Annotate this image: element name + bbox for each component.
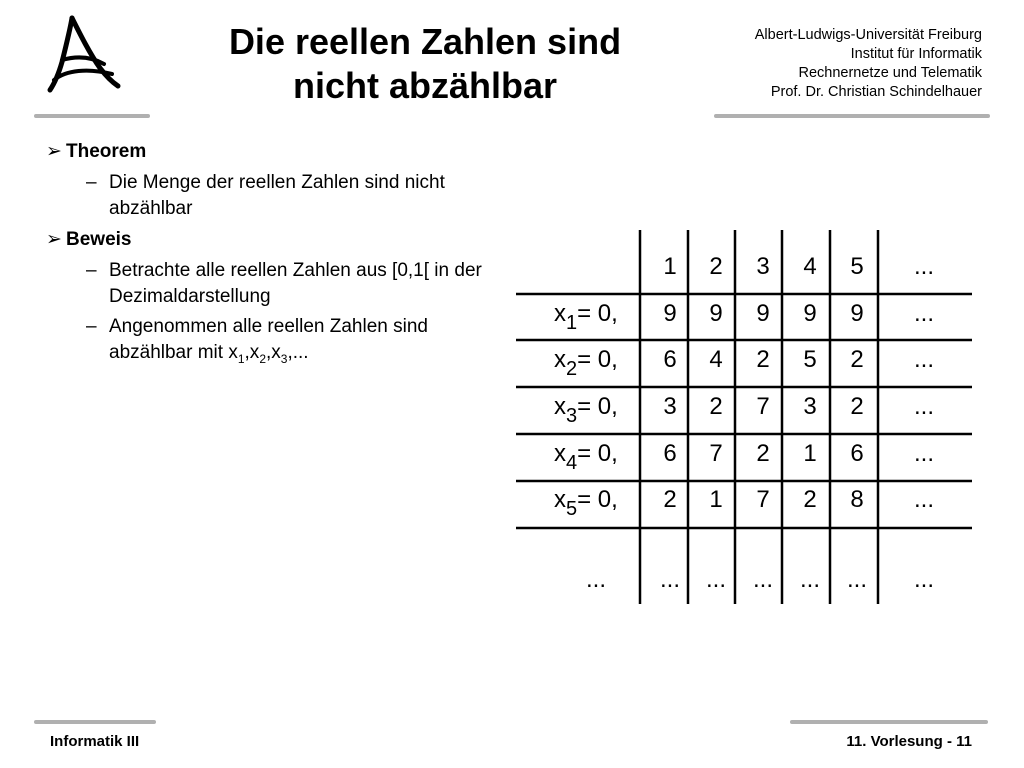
affiliation-professor: Prof. Dr. Christian Schindelhauer [770, 84, 982, 100]
theorem-label: Theorem [66, 141, 147, 162]
theorem-text: Die Menge der reellen Zahlen sind nicht abzählbar [109, 172, 445, 219]
column-header: ... [913, 253, 935, 280]
ellipsis-cell: ... [799, 566, 821, 593]
digit-cell: 9 [850, 300, 864, 327]
column-header: 1 [663, 253, 677, 280]
digit-cell: 7 [709, 440, 723, 467]
proof-item-2-suffix: ,... [287, 342, 309, 363]
row-label: $x_1= 0$, [554, 300, 618, 334]
dash-icon: – [86, 172, 97, 193]
digit-cell: ... [913, 300, 935, 327]
digit-cell: 1 [803, 440, 817, 467]
slide-title-line1: Die reellen Zahlen sind [228, 21, 622, 62]
header-rule-right [714, 114, 990, 118]
bullet-arrow-icon: ➢ [46, 141, 62, 162]
affiliation-institute: Institut für Informatik [850, 46, 982, 62]
column-header: 3 [756, 253, 770, 280]
digit-cell: 2 [709, 393, 723, 420]
footer-rule-left [34, 720, 156, 724]
affiliation-department: Rechnernetze und Telematik [798, 65, 982, 81]
proof-item-2-prefix: Angenommen alle reellen Zahlen sind abzählbar mit x [109, 316, 428, 363]
affiliation-block [755, 26, 982, 102]
proof-item-1-text: Betrachte alle reellen Zahlen aus [0,1[ in der Dezimaldarstellung [109, 260, 482, 307]
digit-cell: 7 [756, 393, 770, 420]
digit-cell: 4 [709, 346, 723, 373]
footer-rule-right [790, 720, 988, 724]
proof-item-2-sub2: 2 [259, 351, 266, 366]
bullet-theorem [46, 138, 486, 166]
digit-cell: 6 [663, 346, 677, 373]
bullet-proof [46, 226, 486, 254]
digit-cell: 9 [663, 300, 677, 327]
digit-cell: 3 [663, 393, 677, 420]
proof-item-1 [46, 258, 486, 310]
ellipsis-cell: ... [846, 566, 868, 593]
digit-cell: 2 [756, 440, 770, 467]
ellipsis-cell: ... [913, 566, 935, 593]
slide-title [180, 20, 670, 108]
digit-cell: 1 [709, 486, 723, 513]
digit-cell: 6 [663, 440, 677, 467]
digit-cell: 9 [803, 300, 817, 327]
digit-cell: 7 [756, 486, 770, 513]
dash-icon: – [86, 260, 97, 281]
footer-course: Informatik III [50, 733, 140, 750]
bullet-arrow-icon: ➢ [46, 229, 62, 250]
digit-cell: 6 [850, 440, 864, 467]
proof-item-2 [46, 314, 486, 366]
digit-cell: 3 [803, 393, 817, 420]
proof-item-2-sub3: 3 [280, 351, 288, 366]
row-label: $x_4= 0$, [554, 440, 618, 474]
slide-content [46, 138, 486, 370]
ellipsis-cell: ... [752, 566, 774, 593]
digit-cell: 2 [756, 346, 770, 373]
row-label: $x_5= 0$, [554, 486, 618, 520]
proof-item-2-mid2: ,x [266, 342, 281, 363]
digit-cell: ... [913, 346, 935, 373]
proof-label: Beweis [66, 229, 132, 250]
dash-icon: – [86, 316, 97, 337]
row-label: $x_2= 0$, [554, 346, 618, 380]
proof-item-2-sub1: 1 [237, 351, 245, 366]
digit-cell: 8 [850, 486, 864, 513]
proof-item-2-mid1: ,x [244, 342, 260, 363]
digit-cell: 2 [850, 393, 864, 420]
digit-cell: 2 [663, 486, 677, 513]
slide-title-line2: nicht abzählbar [292, 65, 558, 106]
digit-cell: ... [913, 393, 935, 420]
affiliation-university: Albert-Ludwigs-Universität Freiburg [754, 27, 982, 43]
digit-cell: 9 [756, 300, 770, 327]
column-header: 2 [709, 253, 723, 280]
ellipsis-cell: ... [705, 566, 727, 593]
column-header: 4 [803, 253, 817, 280]
footer-lecture: 11. Vorlesung - 11 [846, 733, 972, 750]
digit-cell: ... [913, 486, 935, 513]
ellipsis-cell: ... [659, 566, 681, 593]
university-freiburg-logo-icon [32, 10, 128, 96]
digit-cell: 2 [803, 486, 817, 513]
last-row-label: ... [585, 566, 607, 593]
digit-cell: ... [913, 440, 935, 467]
digit-cell: 5 [803, 346, 817, 373]
theorem-statement [46, 170, 486, 222]
header-rule-left [34, 114, 150, 118]
digit-cell: 9 [709, 300, 723, 327]
column-header: 5 [850, 253, 864, 280]
digit-cell: 2 [850, 346, 864, 373]
row-label: $x_3= 0$, [554, 393, 618, 427]
diagonalization-table [512, 228, 974, 608]
